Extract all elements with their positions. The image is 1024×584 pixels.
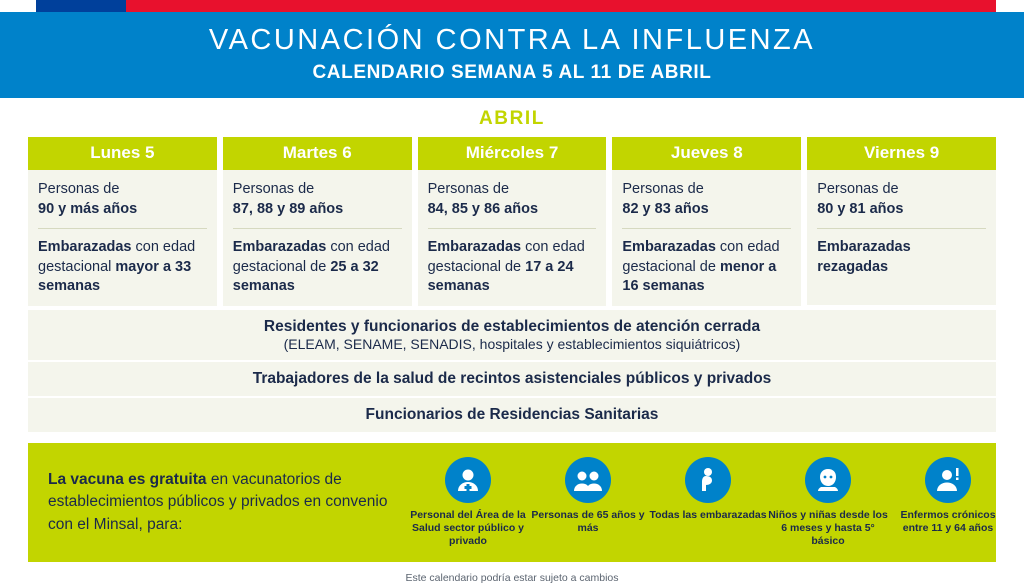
day-column-jueves: [612, 137, 801, 306]
target-group-caption: Niños y niñas desde los 6 meses y hasta 5° básico: [768, 508, 888, 548]
day-header: Viernes 9: [807, 137, 996, 170]
free-vaccine-text: La vacuna es gratuita en vacunatorios de establecimientos públicos y privados en convenio con el Minsal, para:: [48, 470, 388, 533]
common-group-title: Trabajadores de la salud de recintos asistenciales públicos y privados: [252, 369, 772, 387]
common-group-detail: (ELEAM, SENAME, SENADIS, hospitales y establecimientos siquiátricos): [283, 335, 741, 352]
month-label: ABRIL: [478, 108, 546, 129]
target-group-item: [648, 457, 768, 522]
target-group-item: [528, 457, 648, 535]
day-pregnancy-group: Embarazadas con edad gestacional de 17 a 24 semanas: [427, 239, 585, 295]
flag-red-segment: [126, 0, 996, 12]
target-group-item: [408, 457, 528, 548]
day-body: [28, 170, 217, 306]
day-pregnancy-group: Embarazadas con edad gestacional mayor a 33 semanas: [38, 239, 196, 295]
free-vaccine-panel: [28, 443, 996, 562]
day-body: [223, 170, 412, 306]
common-group-title: Funcionarios de Residencias Sanitarias: [365, 405, 659, 423]
target-group-caption: Todas las embarazadas: [649, 508, 767, 521]
page-subtitle: CALENDARIO SEMANA 5 AL 11 DE ABRIL: [312, 62, 712, 83]
common-group-row: [28, 398, 996, 434]
target-groups-icons: [408, 457, 1008, 548]
target-group-item: [768, 457, 888, 548]
chronic-patient-icon: [925, 457, 971, 503]
day-body: [418, 170, 607, 306]
target-group-caption: Enfermos crónicos entre 11 y 64 años: [900, 508, 996, 534]
common-group-row: [28, 362, 996, 398]
day-column-miercoles: [418, 137, 607, 306]
day-body: [612, 170, 801, 306]
header-banner: [0, 12, 1024, 98]
day-age-group: Personas de 82 y 83 años: [622, 180, 791, 229]
day-header: Martes 6: [223, 137, 412, 170]
day-header: Lunes 5: [28, 137, 217, 170]
day-pregnancy-group: Embarazadas con edad gestacional de 25 a 32 semanas: [232, 239, 390, 295]
day-pregnancy-group: Embarazadas con edad gestacional de menor a 16 semanas: [622, 239, 780, 295]
day-age-group: Personas de 84, 85 y 86 años: [428, 180, 597, 229]
day-pregnancy-group: Embarazadas rezagadas: [817, 239, 911, 275]
target-group-caption: Personal del Área de la Salud sector público y privado: [410, 508, 526, 548]
pregnant-woman-icon: [685, 457, 731, 503]
day-column-viernes: [807, 137, 996, 306]
day-age-group: Personas de 87, 88 y 89 años: [233, 180, 402, 229]
common-groups-list: [0, 310, 1024, 434]
target-group-item: [888, 457, 1008, 535]
target-group-caption: Personas de 65 años y más: [531, 508, 645, 534]
common-group-title: Residentes y funcionarios de establecimientos de atención cerrada: [263, 317, 761, 335]
day-body: [807, 170, 996, 305]
day-age-group: Personas de 90 y más años: [38, 180, 207, 229]
flag-blue-segment: [36, 0, 126, 12]
calendar-grid: [0, 137, 1024, 306]
elderly-people-icon: [565, 457, 611, 503]
flag-bar: [0, 0, 1024, 12]
day-age-group: Personas de 80 y 81 años: [817, 180, 986, 229]
day-column-martes: [223, 137, 412, 306]
footnote: Este calendario podría estar sujeto a cambios: [405, 572, 619, 584]
day-column-lunes: [28, 137, 217, 306]
day-header: Miércoles 7: [418, 137, 607, 170]
day-header: Jueves 8: [612, 137, 801, 170]
common-group-row: [28, 310, 996, 362]
page-title: VACUNACIÓN CONTRA LA INFLUENZA: [208, 24, 816, 56]
child-icon: [805, 457, 851, 503]
flag-white-segment: [0, 0, 36, 12]
flag-white-end-segment: [996, 0, 1024, 12]
health-worker-icon: [445, 457, 491, 503]
